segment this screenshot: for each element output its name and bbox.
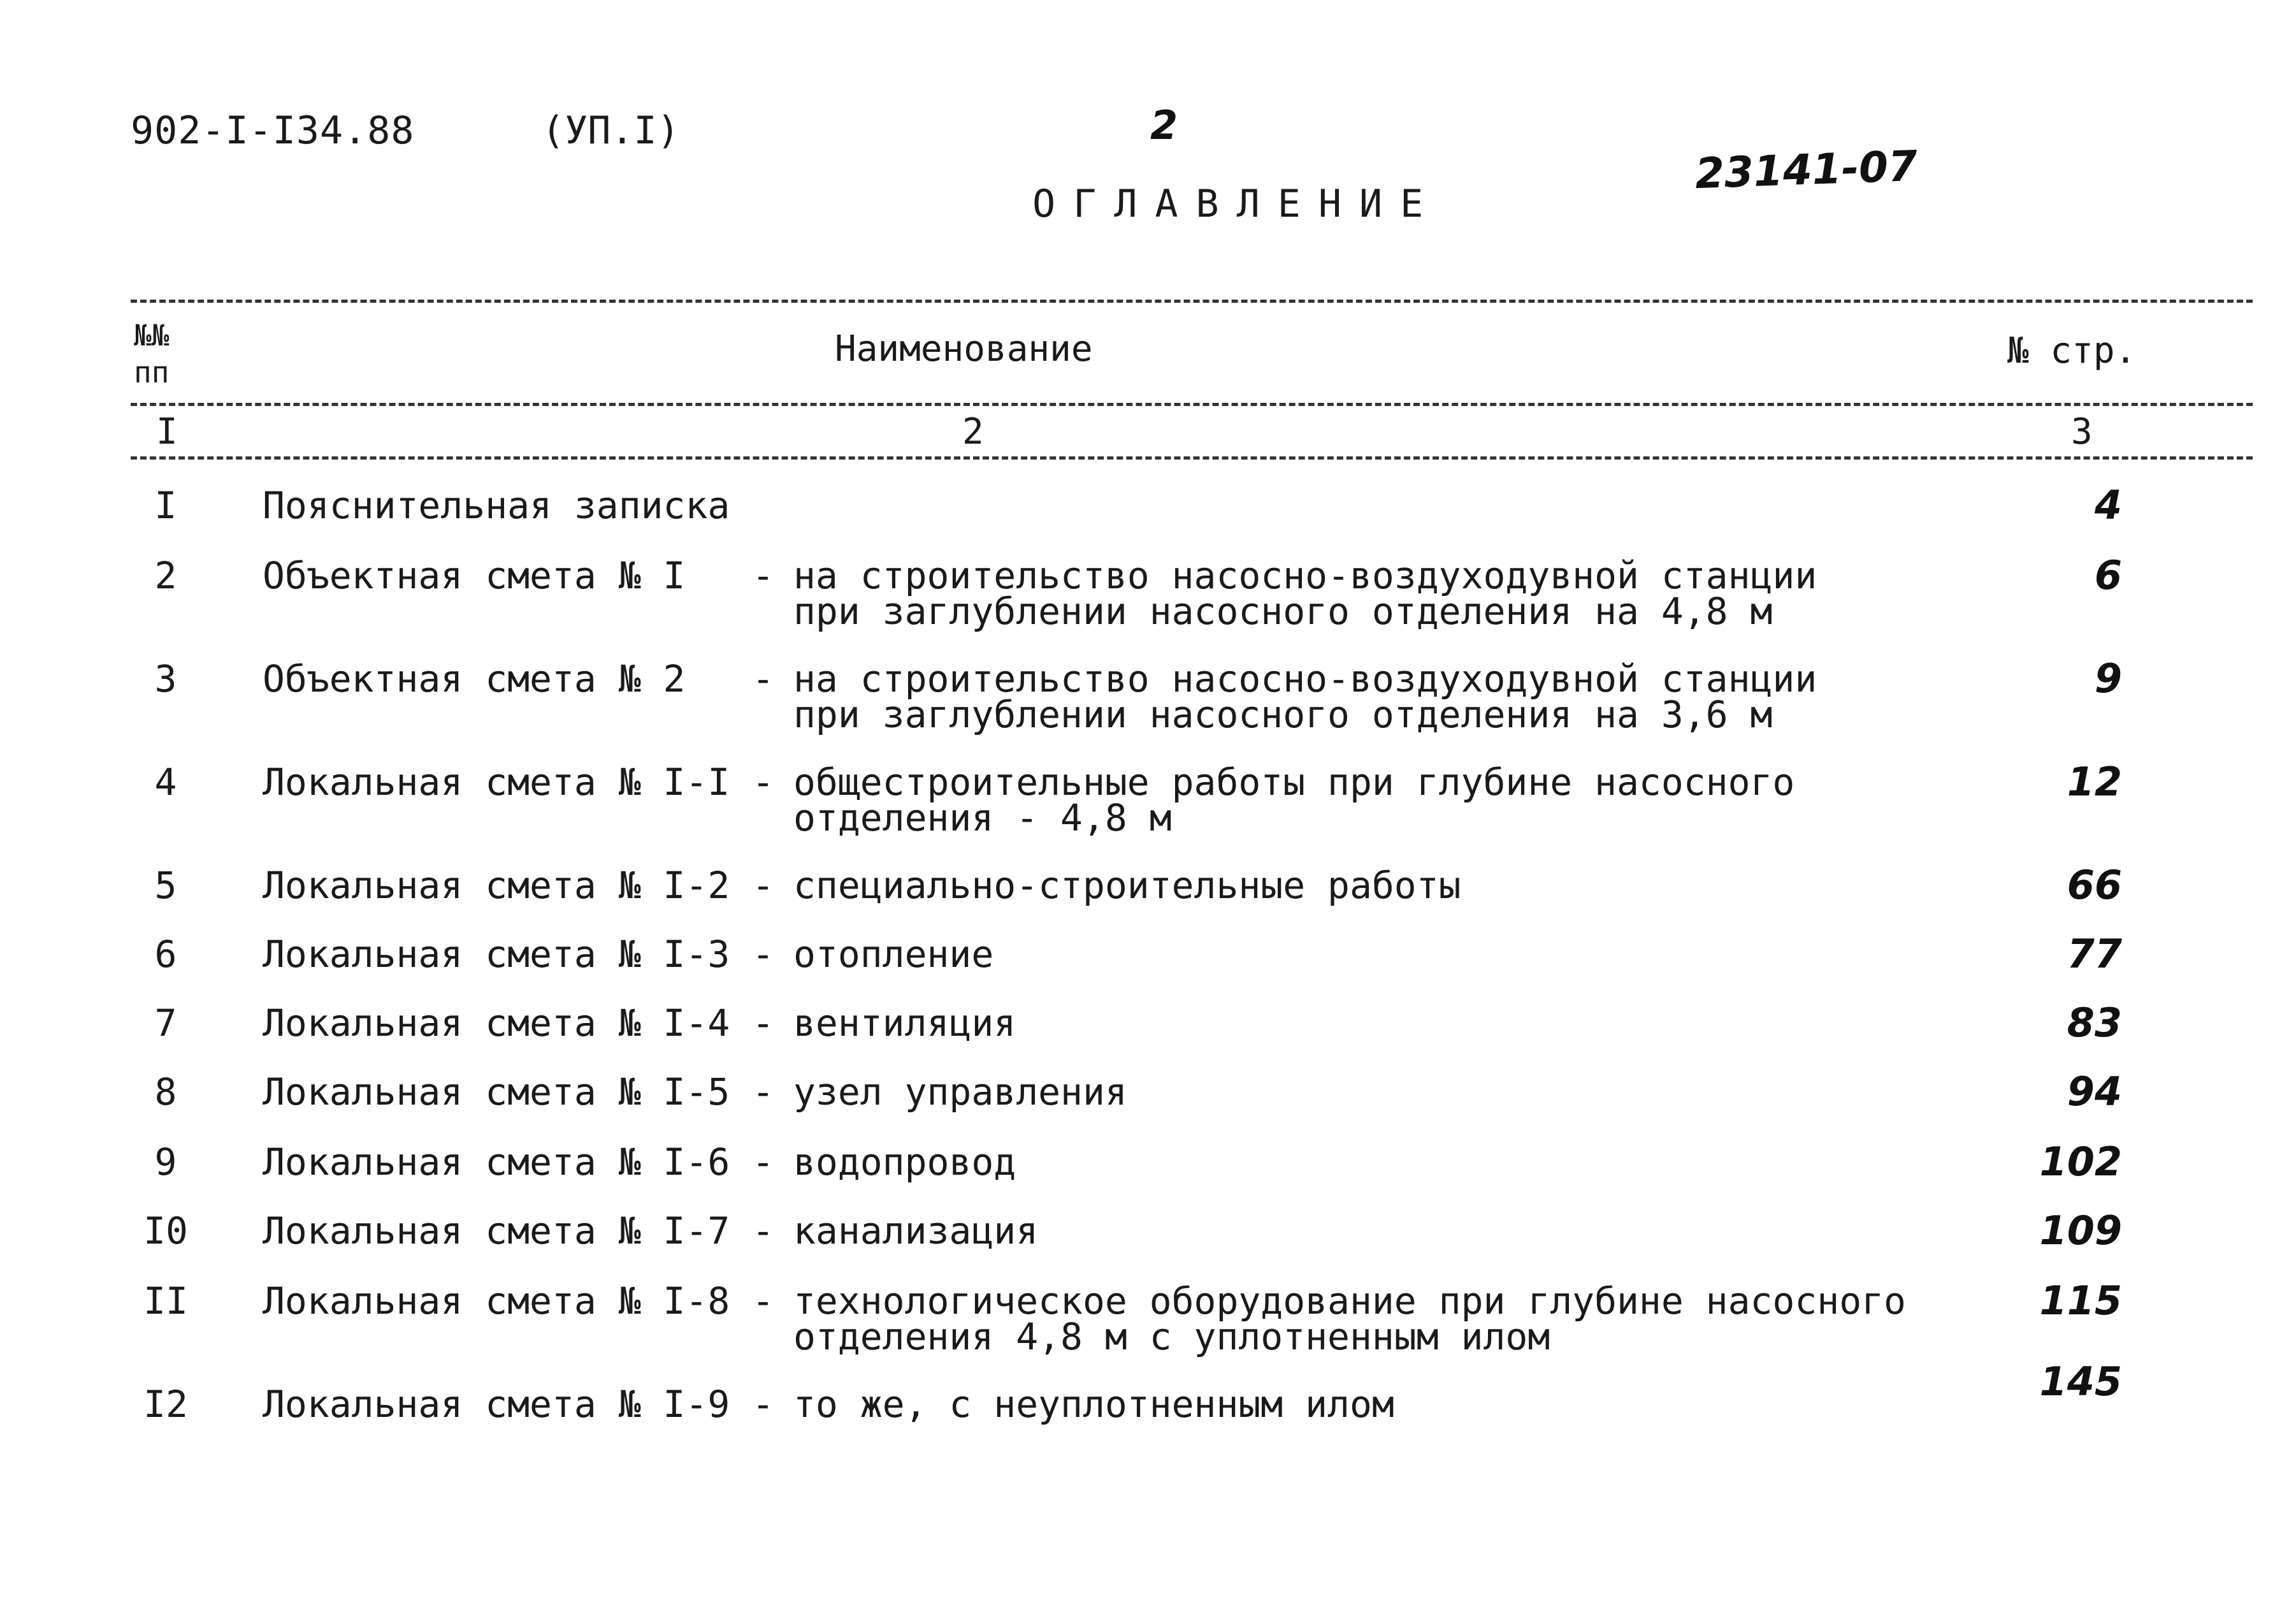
row-page: 102 — [2039, 1138, 2122, 1185]
column-number-3: 3 — [2071, 411, 2093, 453]
row-page: 115 — [2039, 1277, 2122, 1324]
row-title: Локальная смета № I-8 — [263, 1279, 730, 1323]
row-page: 12 — [2067, 759, 2122, 805]
row-description: вентиляция — [793, 1001, 1016, 1045]
row-dash: - — [752, 1140, 774, 1184]
column-number-rule — [131, 456, 2253, 460]
row-number: II — [143, 1279, 188, 1323]
row-dash: - — [752, 657, 774, 701]
row-dash: - — [752, 1070, 774, 1114]
row-description: специально-строительные работы — [793, 864, 1461, 907]
column-header-number: №№ пп — [134, 318, 170, 389]
row-number: 6 — [154, 933, 177, 976]
row-page: 109 — [2039, 1207, 2122, 1254]
row-title: Локальная смета № I-6 — [263, 1140, 730, 1184]
row-title: Объектная смета № I — [263, 554, 686, 597]
row-page: 4 — [2094, 482, 2122, 528]
toc-title: ОГЛАВЛЕНИЕ — [1032, 182, 1441, 226]
column-number-2: 2 — [962, 411, 984, 453]
row-number: I — [154, 484, 177, 527]
row-dash: - — [752, 554, 774, 597]
document-volume: (УП.I) — [542, 108, 680, 153]
archive-number: 23141-07 — [1694, 141, 1919, 199]
row-number: I0 — [143, 1209, 188, 1252]
row-description: водопровод — [793, 1140, 1016, 1184]
row-number: 3 — [154, 657, 177, 701]
row-title: Локальная смета № I-5 — [263, 1070, 730, 1114]
row-title: Локальная смета № I-4 — [263, 1001, 730, 1045]
row-number: I2 — [143, 1383, 188, 1426]
row-title: Пояснительная записка — [263, 484, 730, 527]
table-top-rule — [131, 300, 2253, 303]
row-description: на строительство насосно-воздуходувной станции при заглублении насосного отделения на 4,8 м — [793, 554, 1817, 633]
column-number-1: I — [156, 411, 178, 453]
row-number: 4 — [154, 760, 177, 804]
row-dash: - — [752, 933, 774, 976]
page-number: 2 — [1150, 102, 1178, 149]
column-header-page: № стр. — [2007, 330, 2137, 372]
row-dash: - — [752, 864, 774, 907]
row-number: 2 — [154, 554, 177, 597]
row-page: 94 — [2067, 1068, 2122, 1115]
column-header-name: Наименование — [835, 328, 1093, 370]
row-number: 5 — [154, 864, 177, 907]
row-number: 7 — [154, 1001, 177, 1045]
row-dash: - — [752, 760, 774, 804]
row-number: 9 — [154, 1140, 177, 1184]
row-description: узел управления — [793, 1070, 1127, 1114]
document-code: 902-I-I34.88 — [131, 108, 415, 153]
row-page: 66 — [2067, 862, 2122, 908]
row-page: 77 — [2067, 931, 2122, 977]
row-description: отопление — [793, 933, 994, 976]
header-bottom-rule — [131, 403, 2253, 406]
row-page: 83 — [2067, 999, 2122, 1046]
row-title: Локальная смета № I-7 — [263, 1209, 730, 1252]
row-title: Локальная смета № I-3 — [263, 933, 730, 976]
row-number: 8 — [154, 1070, 177, 1114]
row-description: то же, с неуплотненным илом — [793, 1383, 1394, 1426]
row-description: общестроительные работы при глубине насосного отделения - 4,8 м — [793, 760, 1795, 839]
row-page: 6 — [2094, 552, 2122, 599]
row-dash: - — [752, 1279, 774, 1323]
row-dash: - — [752, 1383, 774, 1426]
row-title: Локальная смета № I-2 — [263, 864, 730, 907]
row-page: 145 — [2039, 1358, 2122, 1405]
row-title: Объектная смета № 2 — [263, 657, 686, 701]
row-description: на строительство насосно-воздуходувной станции при заглублении насосного отделения на 3,6 м — [793, 657, 1817, 736]
row-title: Локальная смета № I-I — [263, 760, 730, 804]
row-dash: - — [752, 1001, 774, 1045]
row-title: Локальная смета № I-9 — [263, 1383, 730, 1426]
row-page: 9 — [2094, 655, 2122, 702]
row-description: технологическое оборудование при глубине насосного отделения 4,8 м с уплотненным илом — [793, 1279, 1906, 1358]
row-description: канализация — [793, 1209, 1039, 1252]
row-dash: - — [752, 1209, 774, 1252]
